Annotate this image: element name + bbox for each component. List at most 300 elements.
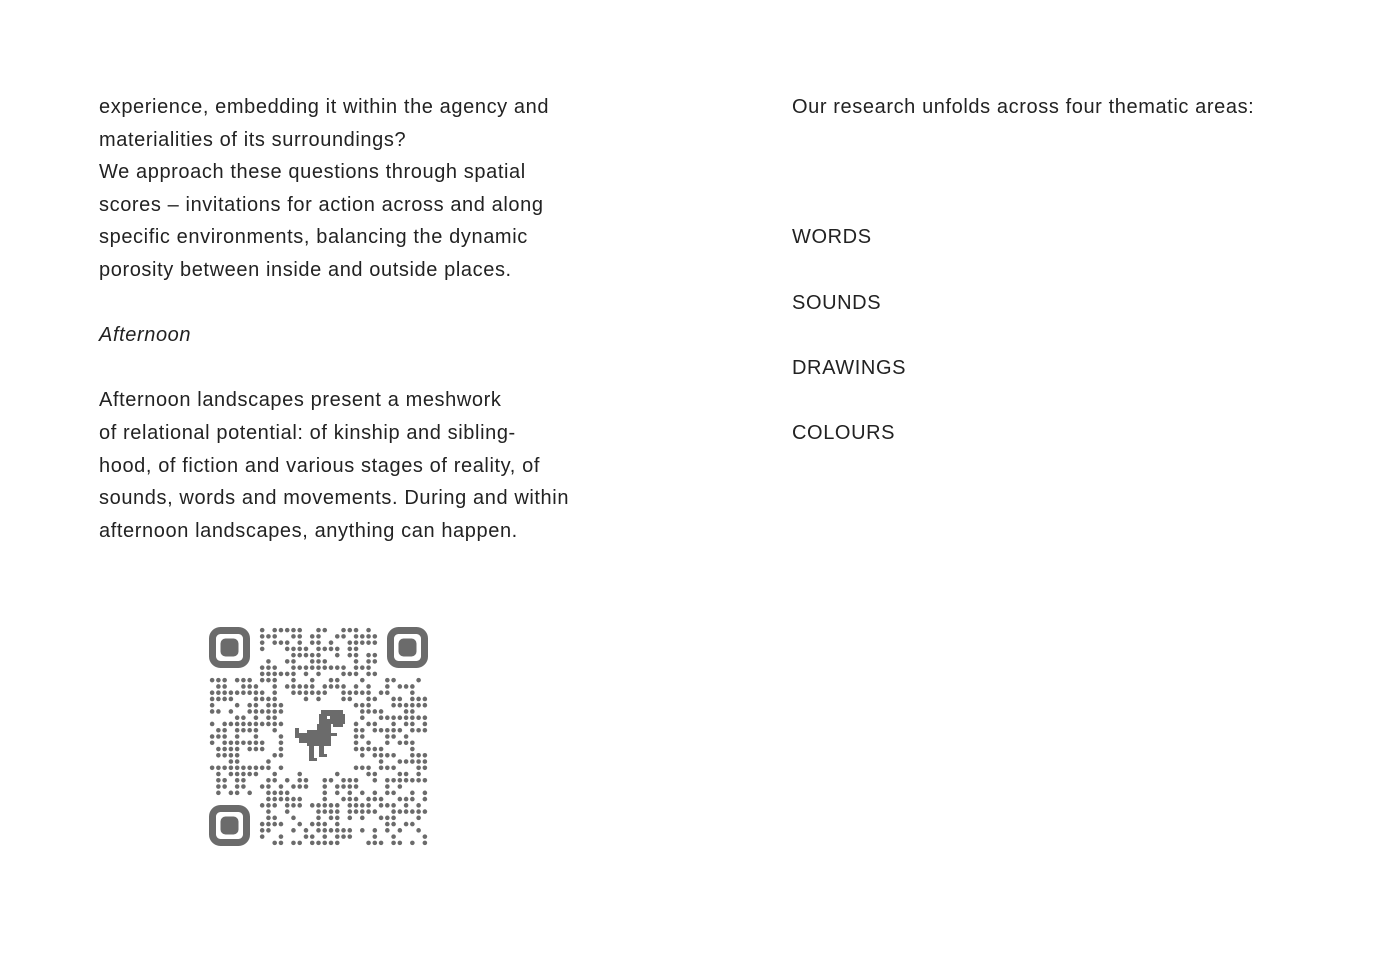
qr-dot xyxy=(272,778,277,783)
qr-dot xyxy=(423,759,428,764)
qr-dot xyxy=(416,803,421,808)
qr-dot xyxy=(360,816,365,821)
qr-dot xyxy=(297,803,302,808)
qr-dot xyxy=(404,740,409,745)
qr-dot xyxy=(316,647,321,652)
qr-dot xyxy=(360,734,365,739)
qr-dot xyxy=(329,828,334,833)
qr-dot xyxy=(222,684,227,689)
qr-dot xyxy=(291,653,296,658)
qr-dot xyxy=(366,747,371,752)
qr-dot xyxy=(316,659,321,664)
qr-dot xyxy=(272,709,277,714)
qr-dot xyxy=(398,759,403,764)
qr-dot xyxy=(391,834,396,839)
qr-dot xyxy=(366,653,371,658)
qr-dot xyxy=(385,678,390,683)
qr-dot xyxy=(310,678,315,683)
qr-dot xyxy=(260,634,265,639)
qr-dot xyxy=(266,722,271,727)
qr-dot xyxy=(241,784,246,789)
qr-dot xyxy=(222,697,227,702)
text-line: Afternoon landscapes present a meshwork xyxy=(99,389,502,412)
qr-dot xyxy=(235,791,240,796)
qr-dot xyxy=(335,809,340,814)
qr-dot xyxy=(385,784,390,789)
text-line: We approach these questions through spatial xyxy=(99,161,526,184)
qr-dot xyxy=(279,747,284,752)
qr-dot xyxy=(347,672,352,677)
spacer xyxy=(99,287,619,320)
qr-dot xyxy=(310,690,315,695)
qr-dot xyxy=(285,628,290,633)
qr-dot xyxy=(210,703,215,708)
qr-dot xyxy=(260,628,265,633)
qr-dot xyxy=(360,791,365,796)
qr-dot xyxy=(398,740,403,745)
qr-dot xyxy=(222,740,227,745)
qr-dot xyxy=(260,747,265,752)
qr-dot xyxy=(385,765,390,770)
qr-dot xyxy=(366,803,371,808)
qr-dot xyxy=(266,759,271,764)
qr-dot xyxy=(291,634,296,639)
qr-dot xyxy=(216,765,221,770)
qr-dot xyxy=(398,684,403,689)
qr-dot xyxy=(260,834,265,839)
qr-dot xyxy=(222,784,227,789)
qr-dot xyxy=(235,728,240,733)
text-line: scores – invitations for action across and along xyxy=(99,193,544,216)
qr-dot xyxy=(322,841,327,846)
qr-dot xyxy=(254,728,259,733)
qr-dot xyxy=(241,684,246,689)
qr-dot xyxy=(354,684,359,689)
qr-dot xyxy=(347,797,352,802)
qr-dot xyxy=(241,728,246,733)
qr-dot xyxy=(272,822,277,827)
dinosaur-eye xyxy=(327,716,330,719)
qr-dot xyxy=(398,697,403,702)
qr-dot xyxy=(297,665,302,670)
qr-dot xyxy=(291,684,296,689)
qr-dot xyxy=(354,809,359,814)
qr-dot xyxy=(247,684,252,689)
qr-dot xyxy=(285,647,290,652)
qr-dot xyxy=(266,809,271,814)
qr-dot xyxy=(235,715,240,720)
qr-dot xyxy=(423,753,428,758)
qr-dot xyxy=(316,672,321,677)
area-sounds: SOUNDS xyxy=(792,291,882,314)
qr-dot xyxy=(297,647,302,652)
qr-dot xyxy=(410,797,415,802)
qr-dot xyxy=(416,809,421,814)
qr-dot xyxy=(391,728,396,733)
qr-dot xyxy=(354,659,359,664)
qr-dot xyxy=(398,784,403,789)
area-words: WORDS xyxy=(792,226,872,249)
qr-finder-bottom-left xyxy=(213,809,247,843)
text-line: sounds, words and movements. During and within xyxy=(99,487,570,510)
qr-dot xyxy=(291,841,296,846)
qr-dot xyxy=(404,803,409,808)
qr-dot xyxy=(279,628,284,633)
qr-dot xyxy=(366,640,371,645)
qr-dot xyxy=(254,722,259,727)
qr-dot xyxy=(322,684,327,689)
qr-dot xyxy=(347,647,352,652)
qr-dot xyxy=(329,647,334,652)
qr-dot xyxy=(347,828,352,833)
qr-dot xyxy=(247,703,252,708)
qr-dot xyxy=(379,728,384,733)
qr-dot xyxy=(279,640,284,645)
qr-dot xyxy=(310,841,315,846)
qr-dot xyxy=(423,703,428,708)
qr-dot xyxy=(385,822,390,827)
qr-dot xyxy=(404,822,409,827)
qr-dot xyxy=(322,803,327,808)
qr-dot xyxy=(335,834,340,839)
qr-dot xyxy=(235,765,240,770)
qr-dot xyxy=(385,684,390,689)
qr-dot xyxy=(260,697,265,702)
qr-dot xyxy=(329,809,334,814)
qr-dot xyxy=(260,784,265,789)
qr-dot xyxy=(254,740,259,745)
qr-dot xyxy=(341,828,346,833)
qr-dot xyxy=(335,772,340,777)
qr-dot xyxy=(423,809,428,814)
qr-dot xyxy=(235,778,240,783)
qr-dot xyxy=(373,834,378,839)
qr-dot xyxy=(385,734,390,739)
qr-dot xyxy=(210,734,215,739)
qr-dot xyxy=(360,640,365,645)
qr-dot xyxy=(216,778,221,783)
qr-dot xyxy=(304,778,309,783)
qr-dot xyxy=(247,772,252,777)
qr-dot xyxy=(297,822,302,827)
qr-code[interactable] xyxy=(209,627,428,846)
qr-dot xyxy=(410,690,415,695)
qr-dot xyxy=(423,697,428,702)
qr-dot xyxy=(423,778,428,783)
qr-dot xyxy=(216,684,221,689)
qr-dot xyxy=(416,828,421,833)
qr-dot xyxy=(423,791,428,796)
qr-dot xyxy=(416,753,421,758)
qr-dot xyxy=(379,709,384,714)
qr-dot xyxy=(272,772,277,777)
qr-dot xyxy=(310,659,315,664)
qr-dot xyxy=(235,722,240,727)
qr-dot xyxy=(416,772,421,777)
qr-dot xyxy=(391,791,396,796)
qr-dot xyxy=(279,822,284,827)
qr-dot xyxy=(216,734,221,739)
qr-dot xyxy=(310,803,315,808)
qr-dot xyxy=(310,834,315,839)
text-line: porosity between inside and outside places. xyxy=(99,258,512,281)
qr-dot xyxy=(391,697,396,702)
qr-dot xyxy=(385,803,390,808)
qr-dot xyxy=(416,703,421,708)
qr-dot xyxy=(322,665,327,670)
qr-dot xyxy=(373,809,378,814)
qr-dot xyxy=(210,722,215,727)
qr-dot xyxy=(385,816,390,821)
qr-dot xyxy=(235,772,240,777)
qr-dot xyxy=(366,765,371,770)
qr-dot xyxy=(272,797,277,802)
qr-dot xyxy=(229,722,234,727)
qr-dot xyxy=(297,690,302,695)
qr-dot xyxy=(335,791,340,796)
qr-dot xyxy=(210,697,215,702)
qr-dot xyxy=(297,640,302,645)
qr-dot xyxy=(297,628,302,633)
qr-dot xyxy=(398,703,403,708)
qr-dot xyxy=(391,753,396,758)
qr-dot xyxy=(385,715,390,720)
qr-dot xyxy=(310,653,315,658)
qr-dot xyxy=(216,772,221,777)
qr-dot xyxy=(398,778,403,783)
qr-dot xyxy=(410,747,415,752)
qr-dot xyxy=(373,672,378,677)
qr-dot xyxy=(229,753,234,758)
qr-dot xyxy=(304,684,309,689)
qr-dot xyxy=(391,816,396,821)
qr-dot xyxy=(279,797,284,802)
qr-dot xyxy=(254,734,259,739)
qr-dot xyxy=(360,715,365,720)
qr-dot xyxy=(285,791,290,796)
qr-dot xyxy=(354,784,359,789)
qr-dot xyxy=(322,791,327,796)
qr-dot xyxy=(360,803,365,808)
qr-dot xyxy=(341,690,346,695)
qr-dot xyxy=(398,828,403,833)
qr-dot xyxy=(335,822,340,827)
qr-dot xyxy=(410,753,415,758)
qr-dot xyxy=(291,672,296,677)
qr-dot xyxy=(279,753,284,758)
qr-dot xyxy=(410,759,415,764)
qr-dot xyxy=(404,703,409,708)
qr-dot xyxy=(347,834,352,839)
left-column xyxy=(99,91,619,547)
qr-dot xyxy=(410,822,415,827)
qr-dot xyxy=(279,841,284,846)
qr-dot xyxy=(423,765,428,770)
qr-dot xyxy=(266,697,271,702)
qr-dot xyxy=(216,690,221,695)
qr-dot xyxy=(316,634,321,639)
qr-dot xyxy=(310,640,315,645)
qr-dot xyxy=(279,703,284,708)
qr-dot xyxy=(316,665,321,670)
qr-dot xyxy=(391,809,396,814)
qr-dot xyxy=(354,703,359,708)
qr-dot xyxy=(216,678,221,683)
qr-dot xyxy=(260,822,265,827)
qr-dot xyxy=(354,628,359,633)
qr-dot xyxy=(322,828,327,833)
qr-dot xyxy=(373,653,378,658)
qr-dot xyxy=(347,697,352,702)
qr-dot xyxy=(285,797,290,802)
qr-dot xyxy=(260,690,265,695)
qr-dot xyxy=(322,647,327,652)
qr-dot xyxy=(416,678,421,683)
qr-dot xyxy=(254,747,259,752)
qr-dot xyxy=(410,722,415,727)
qr-dot xyxy=(385,828,390,833)
qr-dot xyxy=(373,722,378,727)
qr-dot xyxy=(260,672,265,677)
qr-dot xyxy=(272,690,277,695)
qr-dot xyxy=(391,778,396,783)
qr-dot xyxy=(210,690,215,695)
qr-dot xyxy=(366,797,371,802)
qr-dot xyxy=(322,822,327,827)
qr-dot xyxy=(354,765,359,770)
qr-dot xyxy=(285,778,290,783)
qr-dot xyxy=(266,784,271,789)
qr-dot xyxy=(360,665,365,670)
qr-dot xyxy=(410,778,415,783)
qr-dot xyxy=(229,765,234,770)
qr-dot xyxy=(266,672,271,677)
qr-dot xyxy=(341,665,346,670)
qr-dot xyxy=(410,715,415,720)
qr-dot xyxy=(391,822,396,827)
qr-dot xyxy=(347,784,352,789)
qr-dot xyxy=(354,634,359,639)
qr-dot xyxy=(322,834,327,839)
qr-dot xyxy=(272,803,277,808)
qr-dot xyxy=(235,747,240,752)
qr-dot xyxy=(260,665,265,670)
qr-dot xyxy=(266,634,271,639)
qr-dot xyxy=(373,640,378,645)
qr-dot xyxy=(423,715,428,720)
qr-dot xyxy=(272,722,277,727)
qr-dot xyxy=(385,791,390,796)
qr-dot xyxy=(272,628,277,633)
qr-dot xyxy=(272,816,277,821)
qr-dot xyxy=(379,747,384,752)
qr-dot xyxy=(229,740,234,745)
qr-dot xyxy=(404,734,409,739)
qr-dot xyxy=(291,628,296,633)
qr-dot xyxy=(347,690,352,695)
qr-dot xyxy=(222,734,227,739)
qr-dot xyxy=(235,753,240,758)
qr-dot xyxy=(416,816,421,821)
qr-dot xyxy=(416,728,421,733)
qr-dot xyxy=(398,772,403,777)
qr-dot xyxy=(272,753,277,758)
qr-dot xyxy=(373,778,378,783)
qr-dot xyxy=(335,684,340,689)
qr-dot xyxy=(297,684,302,689)
qr-dot xyxy=(329,684,334,689)
qr-dot xyxy=(260,828,265,833)
qr-dot xyxy=(410,684,415,689)
qr-dot xyxy=(354,647,359,652)
qr-dot xyxy=(272,640,277,645)
qr-dot xyxy=(254,684,259,689)
qr-dot xyxy=(254,697,259,702)
qr-dot xyxy=(373,747,378,752)
qr-dot xyxy=(241,722,246,727)
qr-dot xyxy=(404,759,409,764)
qr-dot xyxy=(347,628,352,633)
qr-dot xyxy=(341,684,346,689)
qr-dot xyxy=(391,803,396,808)
text-line: specific environments, balancing the dynamic xyxy=(99,226,528,249)
qr-dot xyxy=(347,816,352,821)
qr-dot xyxy=(423,841,428,846)
qr-dot xyxy=(291,678,296,683)
qr-dot xyxy=(266,709,271,714)
qr-dot xyxy=(404,809,409,814)
qr-dot xyxy=(260,803,265,808)
qr-dot xyxy=(210,709,215,714)
qr-dot xyxy=(385,778,390,783)
qr-dot xyxy=(366,709,371,714)
qr-dot xyxy=(297,784,302,789)
qr-dot xyxy=(347,640,352,645)
spacer xyxy=(792,319,1352,352)
qr-dot xyxy=(373,709,378,714)
qr-dot xyxy=(416,759,421,764)
qr-dot xyxy=(241,772,246,777)
qr-dot xyxy=(366,703,371,708)
qr-dot xyxy=(385,753,390,758)
qr-dot xyxy=(291,803,296,808)
qr-dot xyxy=(373,772,378,777)
qr-dot xyxy=(291,690,296,695)
qr-dot xyxy=(285,809,290,814)
qr-dot xyxy=(366,665,371,670)
qr-dot xyxy=(291,797,296,802)
qr-dot xyxy=(404,772,409,777)
qr-dot xyxy=(360,703,365,708)
qr-dot xyxy=(304,653,309,658)
qr-dot xyxy=(260,740,265,745)
qr-dot xyxy=(247,747,252,752)
paragraph-intro xyxy=(99,91,619,287)
qr-dot xyxy=(410,728,415,733)
qr-dot xyxy=(379,803,384,808)
qr-dot xyxy=(360,809,365,814)
qr-dot xyxy=(229,747,234,752)
qr-dot xyxy=(297,772,302,777)
spacer xyxy=(792,254,1352,287)
qr-dot xyxy=(322,778,327,783)
qr-dot xyxy=(410,841,415,846)
qr-dot xyxy=(235,734,240,739)
qr-dot xyxy=(260,678,265,683)
qr-dot xyxy=(398,728,403,733)
qr-dot xyxy=(279,734,284,739)
qr-dot xyxy=(316,690,321,695)
